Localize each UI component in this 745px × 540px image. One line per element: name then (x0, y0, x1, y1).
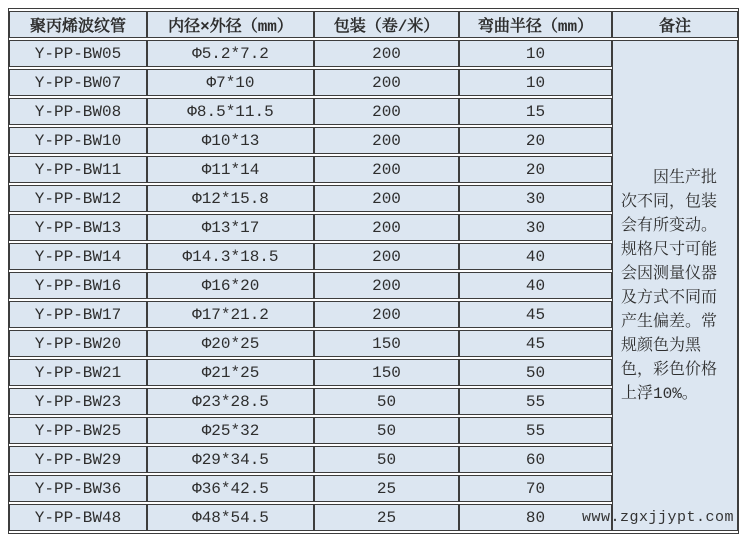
model-cell: Y-PP-BW10 (9, 127, 147, 154)
watermark: www.zgxjjypt.com (582, 509, 735, 526)
diameter-cell: Φ14.3*18.5 (147, 243, 314, 270)
model-cell: Y-PP-BW11 (9, 156, 147, 183)
bend-radius-cell: 50 (459, 359, 612, 386)
packing-cell: 200 (314, 214, 459, 241)
packing-cell: 200 (314, 185, 459, 212)
bend-radius-cell: 55 (459, 388, 612, 415)
table-body (9, 40, 738, 531)
bend-radius-cell: 80 (459, 504, 612, 531)
diameter-cell: Φ17*21.2 (147, 301, 314, 328)
model-cell: Y-PP-BW05 (9, 40, 147, 67)
packing-cell: 200 (314, 301, 459, 328)
bend-radius-cell: 10 (459, 40, 612, 67)
model-cell: Y-PP-BW16 (9, 272, 147, 299)
model-cell: Y-PP-BW14 (9, 243, 147, 270)
packing-cell: 25 (314, 475, 459, 502)
packing-cell: 150 (314, 330, 459, 357)
packing-cell: 50 (314, 417, 459, 444)
diameter-cell: Φ8.5*11.5 (147, 98, 314, 125)
model-cell: Y-PP-BW12 (9, 185, 147, 212)
diameter-cell: Φ48*54.5 (147, 504, 314, 531)
packing-cell: 150 (314, 359, 459, 386)
bend-radius-cell: 45 (459, 330, 612, 357)
diameter-cell: Φ23*28.5 (147, 388, 314, 415)
model-cell: Y-PP-BW29 (9, 446, 147, 473)
diameter-cell: Φ36*42.5 (147, 475, 314, 502)
packing-cell: 50 (314, 446, 459, 473)
header-remark: 备注 (612, 11, 738, 38)
remark-cell (612, 40, 738, 531)
model-cell: Y-PP-BW23 (9, 388, 147, 415)
packing-cell: 200 (314, 98, 459, 125)
diameter-cell: Φ29*34.5 (147, 446, 314, 473)
packing-cell: 200 (314, 243, 459, 270)
diameter-cell: Φ20*25 (147, 330, 314, 357)
packing-cell: 25 (314, 504, 459, 531)
diameter-cell: Φ7*10 (147, 69, 314, 96)
diameter-cell: Φ10*13 (147, 127, 314, 154)
bend-radius-cell: 20 (459, 127, 612, 154)
model-cell: Y-PP-BW48 (9, 504, 147, 531)
bend-radius-cell: 55 (459, 417, 612, 444)
pipe-spec-table (8, 8, 739, 534)
diameter-cell: Φ21*25 (147, 359, 314, 386)
header-row (9, 11, 738, 38)
bend-radius-cell: 20 (459, 156, 612, 183)
packing-cell: 50 (314, 388, 459, 415)
bend-radius-cell: 10 (459, 69, 612, 96)
diameter-cell: Φ12*15.8 (147, 185, 314, 212)
bend-radius-cell: 60 (459, 446, 612, 473)
header-product-name: 聚丙烯波纹管 (9, 11, 147, 38)
packing-cell: 200 (314, 69, 459, 96)
packing-cell: 200 (314, 156, 459, 183)
diameter-cell: Φ13*17 (147, 214, 314, 241)
model-cell: Y-PP-BW25 (9, 417, 147, 444)
bend-radius-cell: 40 (459, 243, 612, 270)
bend-radius-cell: 45 (459, 301, 612, 328)
diameter-cell: Φ5.2*7.2 (147, 40, 314, 67)
bend-radius-cell: 30 (459, 185, 612, 212)
remark-text: 因生产批次不同，包装会有所变动。规格尺寸可能会因测量仪器及方式不同而产生偏差。常规颜色为黑色，彩色价格上浮10%。 (621, 168, 718, 403)
bend-radius-cell: 40 (459, 272, 612, 299)
diameter-cell: Φ25*32 (147, 417, 314, 444)
diameter-cell: Φ16*20 (147, 272, 314, 299)
header-inner-outer-diameter: 内径×外径（mm） (147, 11, 314, 38)
model-cell: Y-PP-BW36 (9, 475, 147, 502)
header-bend-radius: 弯曲半径（mm） (459, 11, 612, 38)
packing-cell: 200 (314, 127, 459, 154)
model-cell: Y-PP-BW17 (9, 301, 147, 328)
model-cell: Y-PP-BW08 (9, 98, 147, 125)
model-cell: Y-PP-BW13 (9, 214, 147, 241)
header-packing: 包装（卷/米） (314, 11, 459, 38)
packing-cell: 200 (314, 272, 459, 299)
model-cell: Y-PP-BW07 (9, 69, 147, 96)
diameter-cell: Φ11*14 (147, 156, 314, 183)
bend-radius-cell: 30 (459, 214, 612, 241)
bend-radius-cell: 15 (459, 98, 612, 125)
packing-cell: 200 (314, 40, 459, 67)
model-cell: Y-PP-BW20 (9, 330, 147, 357)
bend-radius-cell: 70 (459, 475, 612, 502)
model-cell: Y-PP-BW21 (9, 359, 147, 386)
table-row (9, 40, 738, 67)
